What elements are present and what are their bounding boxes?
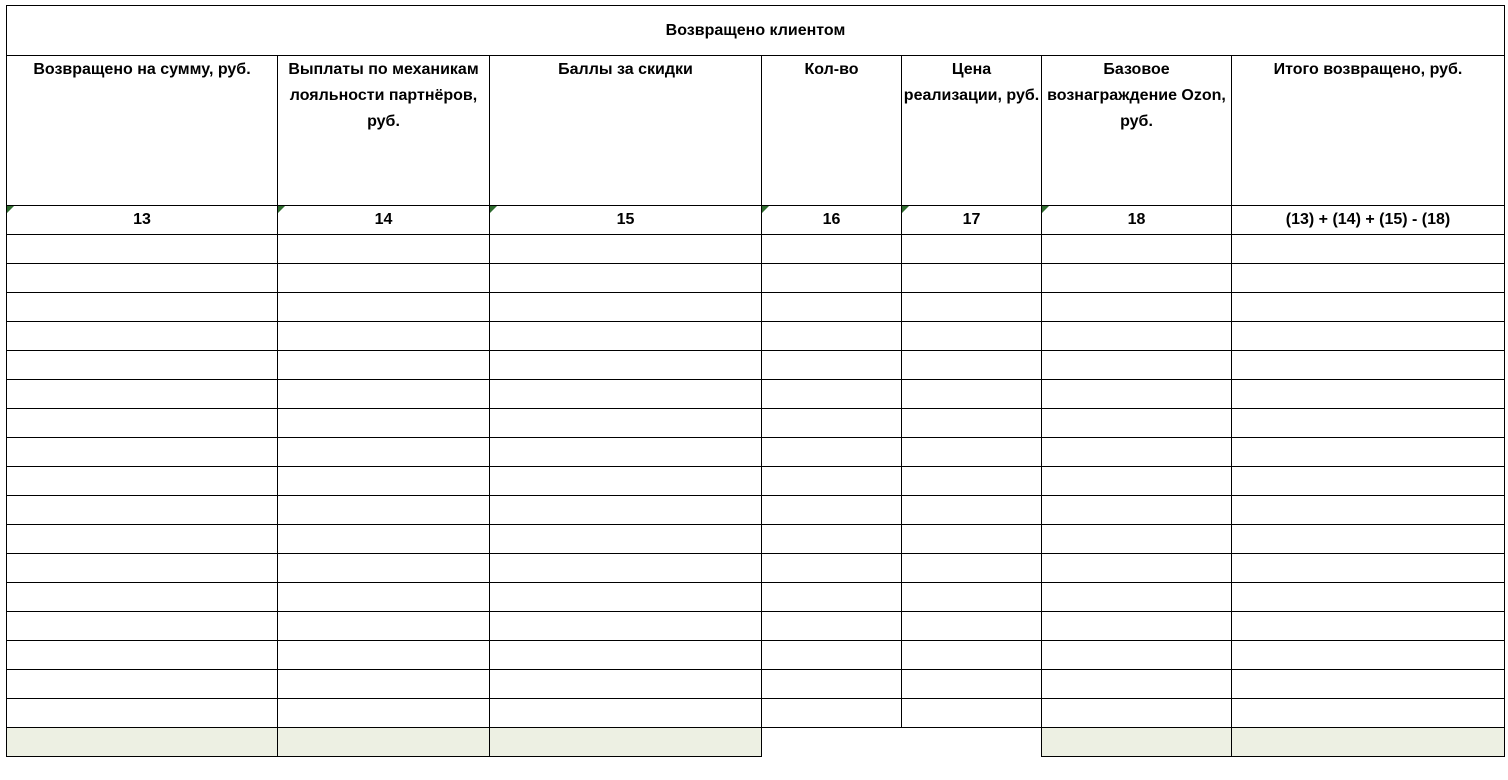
data-cell[interactable] — [278, 351, 490, 380]
data-cell[interactable] — [762, 525, 902, 554]
data-cell[interactable] — [278, 264, 490, 293]
total-cell[interactable] — [1232, 728, 1505, 757]
column-number: 17 — [962, 211, 981, 228]
comment-marker-icon — [490, 206, 497, 213]
data-cell[interactable] — [490, 438, 762, 467]
column-number-cell[interactable] — [902, 206, 1042, 235]
column-formula: (13) + (14) + (15) - (18) — [1285, 211, 1451, 228]
data-cell[interactable] — [7, 525, 278, 554]
data-cell[interactable] — [490, 235, 762, 264]
column-header-quantity[interactable]: Кол-во — [762, 56, 902, 206]
data-cell[interactable] — [762, 467, 902, 496]
data-cell[interactable] — [902, 554, 1042, 583]
data-cell[interactable] — [762, 641, 902, 670]
data-cell[interactable] — [902, 322, 1042, 351]
data-cell[interactable] — [7, 351, 278, 380]
data-cell[interactable] — [278, 293, 490, 322]
table-row — [7, 438, 1505, 467]
data-cell[interactable] — [762, 699, 902, 728]
data-cell[interactable] — [490, 264, 762, 293]
column-header-total-returned[interactable]: Итого возвращено, руб. — [1232, 56, 1505, 206]
data-cell[interactable] — [278, 380, 490, 409]
data-cell[interactable] — [278, 670, 490, 699]
data-cell[interactable] — [7, 380, 278, 409]
data-cell[interactable] — [1232, 264, 1505, 293]
table-row — [7, 235, 1505, 264]
data-cell[interactable] — [490, 467, 762, 496]
data-cell[interactable] — [7, 699, 278, 728]
data-cell[interactable] — [490, 554, 762, 583]
data-cell[interactable] — [490, 351, 762, 380]
data-cell[interactable] — [1232, 235, 1505, 264]
data-cell[interactable] — [278, 699, 490, 728]
returned-by-client-table — [6, 5, 1505, 757]
section-title[interactable]: Возвращено клиентом — [7, 6, 1505, 56]
column-header-ozon-base-fee[interactable]: Базовое вознаграждение Ozon, руб. — [1042, 56, 1232, 206]
data-cell[interactable] — [278, 554, 490, 583]
column-number: 14 — [374, 211, 393, 228]
data-cell[interactable] — [902, 699, 1042, 728]
data-cell[interactable] — [1232, 699, 1505, 728]
data-cell[interactable] — [1042, 670, 1232, 699]
data-cell[interactable] — [490, 293, 762, 322]
data-cell[interactable] — [1232, 583, 1505, 612]
table-row — [7, 322, 1505, 351]
data-cell[interactable] — [1042, 264, 1232, 293]
column-header-row — [7, 56, 1505, 206]
data-cell[interactable] — [1042, 554, 1232, 583]
data-cell[interactable] — [902, 641, 1042, 670]
table-row — [7, 525, 1505, 554]
data-cell[interactable] — [490, 670, 762, 699]
data-cell[interactable] — [490, 525, 762, 554]
data-cell[interactable] — [762, 264, 902, 293]
data-cell[interactable] — [278, 496, 490, 525]
data-cell[interactable] — [762, 293, 902, 322]
comment-marker-icon — [278, 206, 285, 213]
data-cell[interactable] — [7, 554, 278, 583]
column-number-cell[interactable] — [278, 206, 490, 235]
column-number: 16 — [822, 211, 841, 228]
comment-marker-icon — [762, 206, 769, 213]
data-cell[interactable] — [762, 351, 902, 380]
data-cell[interactable] — [1042, 351, 1232, 380]
total-cell[interactable] — [490, 728, 762, 757]
blank-cell — [762, 728, 902, 757]
column-header-loyalty-payments[interactable]: Выплаты по механикам лояльности партнёров, руб. — [278, 56, 490, 206]
data-cell[interactable] — [1232, 351, 1505, 380]
data-cell[interactable] — [278, 438, 490, 467]
data-cell[interactable] — [902, 293, 1042, 322]
column-number: 18 — [1127, 211, 1146, 228]
data-cell[interactable] — [1042, 322, 1232, 351]
data-cell[interactable] — [1232, 322, 1505, 351]
table-row — [7, 612, 1505, 641]
data-cell[interactable] — [1042, 293, 1232, 322]
data-cell[interactable] — [1232, 293, 1505, 322]
data-cell[interactable] — [762, 612, 902, 641]
column-header-discount-points[interactable]: Баллы за скидки — [490, 56, 762, 206]
column-number-cell[interactable] — [1042, 206, 1232, 235]
data-cell[interactable] — [1042, 467, 1232, 496]
data-cell[interactable] — [1232, 612, 1505, 641]
data-cell[interactable] — [762, 235, 902, 264]
data-cell[interactable] — [490, 612, 762, 641]
data-cell[interactable] — [1042, 235, 1232, 264]
data-cell[interactable] — [278, 235, 490, 264]
data-cell[interactable] — [762, 554, 902, 583]
total-cell[interactable] — [7, 728, 278, 757]
data-cell[interactable] — [902, 264, 1042, 293]
total-row — [7, 728, 1505, 757]
table-row — [7, 380, 1505, 409]
table-row — [7, 351, 1505, 380]
table-row — [7, 467, 1505, 496]
data-cell[interactable] — [7, 264, 278, 293]
data-cell[interactable] — [1042, 380, 1232, 409]
data-cell[interactable] — [902, 467, 1042, 496]
data-cell[interactable] — [490, 641, 762, 670]
data-cell[interactable] — [490, 583, 762, 612]
column-header-sale-price[interactable]: Цена реализации, руб. — [902, 56, 1042, 206]
data-cell[interactable] — [762, 496, 902, 525]
table-row — [7, 670, 1505, 699]
comment-marker-icon — [902, 206, 909, 213]
column-formula-cell[interactable] — [1232, 206, 1505, 235]
data-cell[interactable] — [278, 322, 490, 351]
table-row — [7, 409, 1505, 438]
column-number-row — [7, 206, 1505, 235]
column-number-cell[interactable] — [490, 206, 762, 235]
data-cell[interactable] — [902, 612, 1042, 641]
data-rows — [7, 235, 1505, 728]
column-header-returned-amount[interactable]: Возвращено на сумму, руб. — [7, 56, 278, 206]
column-number-cell[interactable] — [762, 206, 902, 235]
data-cell[interactable] — [7, 467, 278, 496]
data-cell[interactable] — [762, 409, 902, 438]
data-cell[interactable] — [762, 380, 902, 409]
total-cell[interactable] — [1042, 728, 1232, 757]
table-row — [7, 699, 1505, 728]
data-cell[interactable] — [1232, 380, 1505, 409]
data-cell[interactable] — [1232, 641, 1505, 670]
data-cell[interactable] — [762, 583, 902, 612]
data-cell[interactable] — [7, 496, 278, 525]
data-cell[interactable] — [278, 467, 490, 496]
data-cell[interactable] — [7, 641, 278, 670]
column-number: 13 — [133, 211, 151, 228]
data-cell[interactable] — [490, 322, 762, 351]
data-cell[interactable] — [902, 438, 1042, 467]
data-cell[interactable] — [902, 351, 1042, 380]
data-cell[interactable] — [7, 409, 278, 438]
data-cell[interactable] — [1232, 554, 1505, 583]
data-cell[interactable] — [278, 583, 490, 612]
data-cell[interactable] — [902, 583, 1042, 612]
data-cell[interactable] — [7, 612, 278, 641]
column-number-cell[interactable] — [7, 206, 278, 235]
data-cell[interactable] — [762, 322, 902, 351]
data-cell[interactable] — [762, 670, 902, 699]
data-cell[interactable] — [7, 438, 278, 467]
data-cell[interactable] — [7, 670, 278, 699]
table-row — [7, 496, 1505, 525]
data-cell[interactable] — [278, 641, 490, 670]
table-row — [7, 641, 1505, 670]
blank-cell — [902, 728, 1042, 757]
data-cell[interactable] — [1232, 670, 1505, 699]
data-cell[interactable] — [902, 235, 1042, 264]
data-cell[interactable] — [902, 496, 1042, 525]
data-cell[interactable] — [1042, 641, 1232, 670]
data-cell[interactable] — [1042, 438, 1232, 467]
total-cell[interactable] — [278, 728, 490, 757]
data-cell[interactable] — [902, 525, 1042, 554]
data-cell[interactable] — [1042, 496, 1232, 525]
table-row — [7, 293, 1505, 322]
data-cell[interactable] — [1232, 525, 1505, 554]
data-cell[interactable] — [278, 409, 490, 438]
data-cell[interactable] — [1232, 496, 1505, 525]
data-cell[interactable] — [762, 438, 902, 467]
data-cell[interactable] — [7, 293, 278, 322]
data-cell[interactable] — [7, 583, 278, 612]
data-cell[interactable] — [902, 670, 1042, 699]
data-cell[interactable] — [278, 612, 490, 641]
data-cell[interactable] — [1042, 409, 1232, 438]
data-cell[interactable] — [902, 409, 1042, 438]
comment-marker-icon — [7, 206, 14, 213]
data-cell[interactable] — [490, 699, 762, 728]
data-cell[interactable] — [7, 322, 278, 351]
data-cell[interactable] — [7, 235, 278, 264]
data-cell[interactable] — [902, 380, 1042, 409]
data-cell[interactable] — [1042, 583, 1232, 612]
data-cell[interactable] — [1042, 699, 1232, 728]
table-row — [7, 554, 1505, 583]
data-cell[interactable] — [1042, 525, 1232, 554]
data-cell[interactable] — [1232, 467, 1505, 496]
column-number: 15 — [616, 211, 635, 228]
data-cell[interactable] — [490, 409, 762, 438]
table-row — [7, 583, 1505, 612]
data-cell[interactable] — [278, 525, 490, 554]
data-cell[interactable] — [490, 380, 762, 409]
data-cell[interactable] — [490, 496, 762, 525]
data-cell[interactable] — [1232, 409, 1505, 438]
data-cell[interactable] — [1042, 612, 1232, 641]
comment-marker-icon — [1042, 206, 1049, 213]
section-title-row — [7, 6, 1505, 56]
table-row — [7, 264, 1505, 293]
data-cell[interactable] — [1232, 438, 1505, 467]
